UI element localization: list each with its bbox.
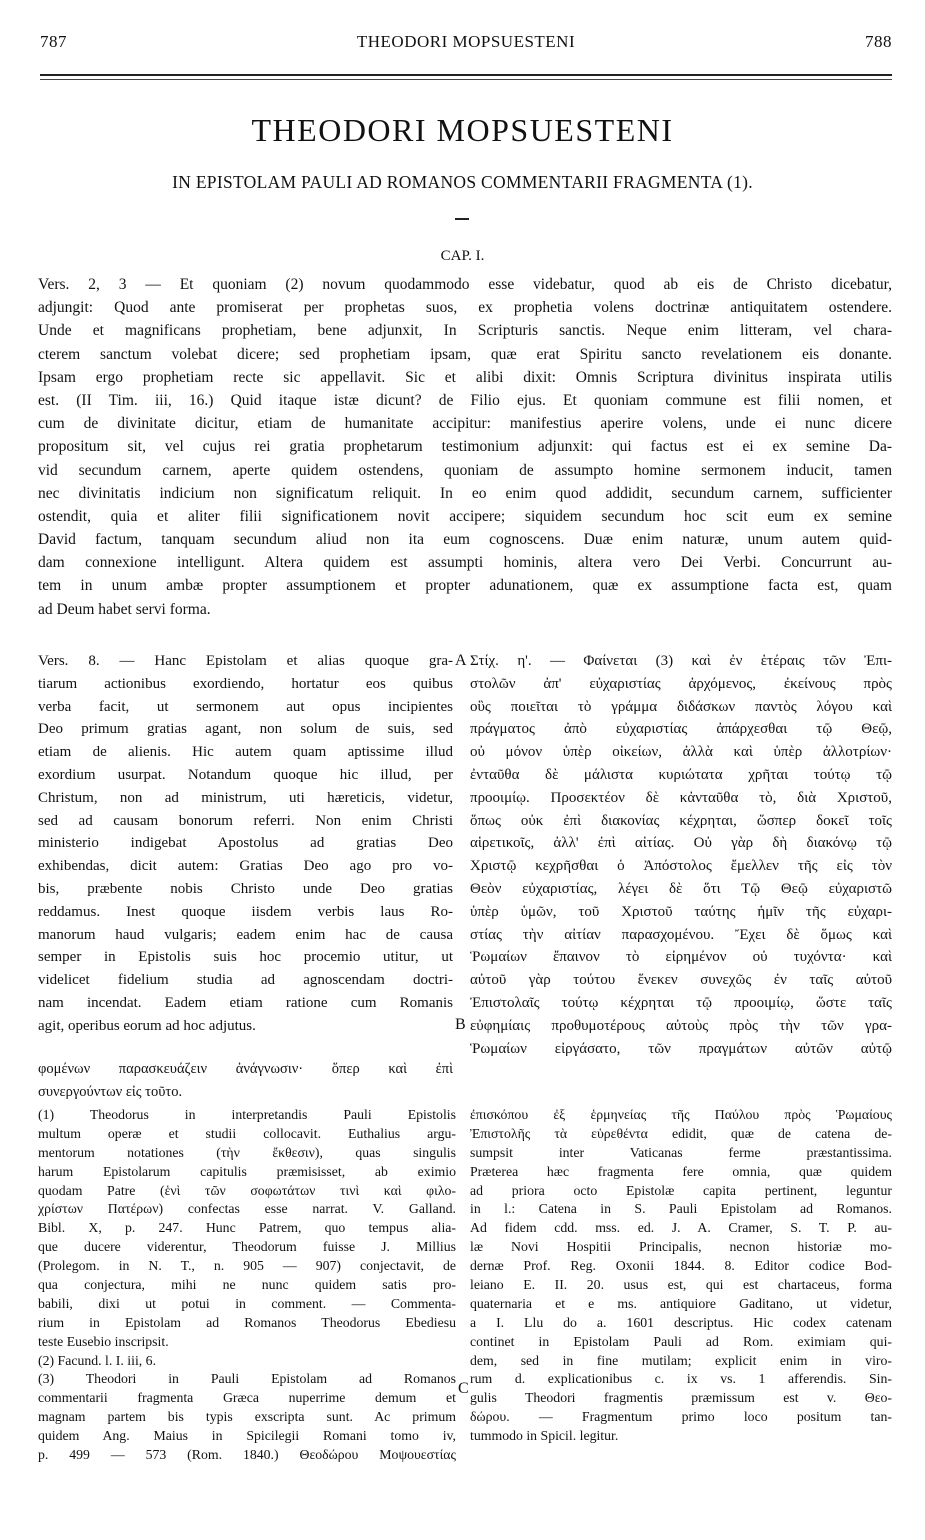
- text-line: ministerio indigebat Apostolus ad gratias Deo: [38, 835, 453, 852]
- text-line: Vers. 8. — Hanc Epistolam et alias quoque gra-: [38, 653, 453, 669]
- footnote-line: magnam partem bis typis exscripta sunt. Ac primum: [38, 1409, 456, 1425]
- text-line: ostendit, quia et aliter filii significationem novit accipere; siquidem secundum hoc scit eum ex semine: [38, 507, 892, 525]
- text-line: Christum, non ad ministrum, uti hæreticis, videtur,: [38, 789, 453, 806]
- text-line: videlicet fidelium studia ad agnoscendam doctri-: [38, 972, 453, 989]
- footnote-line: (2) Facund. l. I. iii, 6.: [38, 1352, 157, 1368]
- footnote-line: χρίστων Πατέρων) confectas esse narrat. V. Galland.: [38, 1201, 456, 1217]
- footnote-line: quaternaria et e ms. antiquiore Gaditano, ut videtur,: [470, 1295, 892, 1311]
- footnote-line: dem, sed in fine mutilam; explicit enim in viro-: [470, 1352, 892, 1368]
- footnote-line: Ἐπιστολῆς τὰ εὑρεθέντα edidit, quæ de catena de-: [470, 1125, 892, 1141]
- text-line: nec divinitatis indicium non significatum reliquit. In eo enim quod addidit, secundum carnem, sufficienter: [38, 484, 892, 502]
- footnote-line: mentorum notationes (τὴν ἔκθεσιν), quas singulis: [38, 1144, 456, 1160]
- footnote-line: qua conjectura, mihi ne nunc quidem satis pro-: [38, 1277, 456, 1293]
- text-line: reddamus. Inest quoque iisdem verbis laus Ro-: [38, 903, 453, 920]
- footnote-line: tummodo in Spicil. legitur.: [470, 1428, 619, 1444]
- text-line: οὓς ποιεῖται τὸ γράμμα διδάσκων παντὸς λόγου καὶ: [470, 698, 892, 715]
- text-line: bis, præbente nobis Christo unde Deo gratias: [38, 880, 453, 897]
- footnote-line: læ Novi Hospitii Principalis, necnon historiæ mo-: [470, 1239, 892, 1255]
- footnote-line: quodam Patre (ἑνὶ τῶν σοφωτάτων τινὶ καὶ φιλο-: [38, 1182, 456, 1198]
- text-line: στίας τὴν αἰτίαν παρασχομένου. Ἔχει δὲ ὅμως καὶ: [470, 926, 892, 943]
- text-line: ὑπὲρ ὑμῶν, τοῦ Χριστοῦ ταύτης ἡμῖν τῆς εὐχαρι-: [470, 903, 892, 920]
- text-line: propositum sit, vel cujus rei gratia prophetarum testimonium adjunxit: qui factus est ei ex semine Da-: [38, 438, 892, 456]
- text-line: Ipsam ergo prophetiam recte sic appellavit. Sic et alibi dixit: Omnis Scriptura divinitus inspirata utilis: [38, 368, 892, 386]
- footnote-line: Bibl. X, p. 247. Hunc Patrem, quo tempus alia-: [38, 1220, 456, 1236]
- right-page-number: 788: [865, 32, 892, 51]
- text-line: Deo primum gratias agant, non solum de suis, sed: [38, 721, 453, 738]
- text-line: agit, operibus eorum ad hoc adjutus.: [38, 1017, 256, 1034]
- text-line: οὐ μόνον ὑπὲρ οἰκείων, ἀλλὰ καὶ ὑπὲρ ἀλλοτρίων·: [470, 744, 892, 761]
- header-rule-thin: [40, 79, 892, 80]
- footnote-line: commentarii fragmenta Græca nuperrime demum et: [38, 1390, 456, 1406]
- margin-letter-b: B: [455, 1016, 466, 1033]
- text-line: etiam de alienis. Hic autem quam aptissime illud: [38, 744, 453, 761]
- text-line: Ῥωμαίων ἔπαινον τὸ εἰρημένον οὐ τυχόντα· καὶ: [470, 949, 892, 966]
- footnote-line: ad priora octo Epistolæ capita pertinent, leguntur: [470, 1182, 892, 1198]
- footnote-line: leiano E. II. 20. usus est, qui est chartaceus, forma: [470, 1277, 892, 1293]
- text-line: tiarum actionibus exordiendo, hortatur eos quibus: [38, 675, 453, 692]
- text-line: exhibendas, dicit autem: Gratias Deo ago pro vo-: [38, 858, 453, 875]
- footnotes-left: [38, 1106, 456, 1465]
- margin-letter-c: C: [458, 1380, 469, 1397]
- footnote-line: quidem Ang. Maius in Spicilegii Romani tomo iv,: [38, 1428, 456, 1444]
- text-line: εὐφημίαις προθυμοτέρους αὐτοὺς πρὸς τὴν τῶν γρα-: [470, 1017, 892, 1034]
- footnote-line: continet in Epistolam Pauli ad Rom. eximiam qui-: [470, 1333, 892, 1349]
- chapter-heading: CAP. I.: [440, 248, 485, 264]
- text-line: πράγματος ἀπὸ εὐχαριστίας ἀπάρχεσθαι τῷ Θεῷ,: [470, 721, 892, 738]
- footnote-line: Ad fidem cdd. mss. ed. J. A. Cramer, S. T. P. au-: [470, 1220, 892, 1236]
- text-line: Χριστῷ κεχρῆσθαι ὁ Ἀπόστολος ἔμελλεν τῆς εἰς τὸν: [470, 858, 892, 875]
- text-line: Στίχ. η'. — Φαίνεται (3) καὶ ἐν ἑτέραις τῶν Ἐπι-: [470, 653, 892, 669]
- text-line: nam incendat. Eadem etiam ratione cum Romanis: [38, 994, 453, 1011]
- greek-continuation: [38, 1058, 453, 1104]
- text-line: verba facit, ut sermonem aut opus incipientes: [38, 698, 453, 715]
- footnote-line: ἐπισκόπου ἐξ ἑρμηνείας τῆς Παύλου πρὸς Ῥωμαίους: [470, 1107, 892, 1122]
- text-line: Vers. 2, 3 — Et quoniam (2) novum quodammodo esse videbatur, quod ab eis de Christo dicebatur,: [38, 276, 892, 293]
- footnote-line: sumpsit inter Vaticanas ferme præstantissima.: [470, 1144, 892, 1160]
- text-line: tem in unum ambæ propter assumptionem et propter adunationem, quæ ex assumptione facta est, quam: [38, 577, 892, 595]
- text-line: adjungit: Quod ante promiserat per prophetas suos, ex prophetia volens doctrinæ antiquitatem ostendere.: [38, 299, 892, 317]
- footnote-line: in l.: Catena in S. Pauli Epistolam ad Romanos.: [470, 1201, 892, 1217]
- footnote-line: (1) Theodorus in interpretandis Pauli Epistolis: [38, 1107, 456, 1122]
- text-line: φομένων παρασκευάζειν ἀνάγνωσιν· ὅπερ καὶ ἐπὶ: [38, 1061, 453, 1077]
- text-line: Ῥωμαίων εἰργάσατο, τῶν πραγμάτων αὐτῶν αὐτῷ: [470, 1040, 892, 1057]
- header-rule: [40, 74, 892, 76]
- footnote-line: rum d. explicationibus c. ix vs. 1 afferendis. Sin-: [470, 1371, 892, 1387]
- text-line: vid secundum carnem, aperte quidem ostendens, quoniam de assumpto homine sermonem inducit, tamen: [38, 461, 892, 479]
- text-line: exordium usurpat. Notandum quoque hic illud, per: [38, 766, 453, 783]
- text-line: Θεὸν εὐχαριστίας, λέγει δὲ ὅτι Τῷ Θεῷ εὐχαριστῶ: [470, 880, 892, 897]
- footnote-line: a I. Llu do a. 1601 descriptus. Hic codex catenam: [470, 1314, 892, 1330]
- footnote-line: que ducere viderentur, Theodorum fuisse J. Millius: [38, 1239, 456, 1255]
- text-line: ὅπως οὐκ ἐπὶ διακονίας κέχρηται, ὥσπερ δοκεῖ τοῖς: [470, 812, 892, 829]
- left-page-number: 787: [40, 32, 67, 51]
- footnote-line: harum Epistolarum capitulis præmisisset, ab eximio: [38, 1163, 456, 1179]
- text-line: sed ad causam bonorum referri. Non enim Christi: [38, 812, 453, 829]
- text-line: συνεργούντων εἰς τοῦτο.: [38, 1083, 183, 1100]
- footnote-line: δώρου. — Fragmentum primo loco positum tan-: [470, 1409, 892, 1425]
- footnote-line: (3) Theodori in Pauli Epistolam ad Romanos: [38, 1371, 456, 1387]
- text-line: cum de divinitate dicitur, etiam de humanitate accipitur: manifestius aperire volens, unde ei nunc dicere: [38, 415, 892, 433]
- latin-column: [38, 650, 453, 1038]
- footnote-line: p. 499 — 573 (Rom. 1840.) Θεοδώρου Μοψουεστίας: [38, 1447, 456, 1463]
- greek-column: [470, 650, 892, 1060]
- running-title: THEODORI MOPSUESTENI: [356, 32, 576, 51]
- text-line: αὐτοῦ γὰρ τούτου ἕνεκεν συνεχῶς ἐν ταῖς αὐτοῦ: [470, 972, 892, 989]
- text-line: David factum, tanquam secundum aliud non ita eum cognoscens. Duæ enim naturæ, unum autem quid-: [38, 531, 892, 549]
- text-line: dam connexione intelligunt. Altera quidem est assumpti hominis, altera vero Dei Verbi. Concurrunt au-: [38, 554, 892, 572]
- footnote-line: teste Eusebio inscripsit.: [38, 1333, 169, 1349]
- title-divider: [455, 218, 469, 220]
- footnotes-right: [470, 1106, 892, 1446]
- running-header: [40, 32, 892, 56]
- footnote-line: (Prolegom. in N. T., n. 905 — 907) conjectavit, de: [38, 1258, 456, 1274]
- text-line: Unde et magnificans prophetiam, bene adjunxit, In Scripturis sanctis. Neque enim litteram, vel chara-: [38, 322, 892, 340]
- footnote-line: babili, dixi ut potui in comment. — Commenta-: [38, 1295, 456, 1311]
- text-line: αἱρετικοῖς, ἀλλ' ἐπὶ αἰτίας. Οὐ γὰρ δὴ διακόνῳ τῷ: [470, 835, 892, 852]
- text-line: Ἐπιστολαῖς τούτῳ κέχρηται τῷ προοιμίῳ, ὥστε ταῖς: [470, 994, 892, 1011]
- footnote-line: dernæ Prof. Reg. Oxonii 1844. 8. Editor codice Bod-: [470, 1258, 892, 1274]
- page-title: THEODORI MOPSUESTENI: [251, 112, 674, 148]
- footnote-line: rium in Epistolam ad Romanos Theodorus Ebediesu: [38, 1314, 456, 1330]
- margin-letter-a: A: [455, 652, 467, 669]
- text-line: cterem sanctum volebat dicere; sed prophetiam ipsam, quæ erat Spiritu sancto revelationem eis donante.: [38, 345, 892, 363]
- text-line: ad Deum habet servi forma.: [38, 600, 211, 618]
- intro-paragraph: [38, 273, 892, 621]
- footnote-line: multum operæ et studii collocavit. Euthalius argu-: [38, 1125, 456, 1141]
- text-line: semper in Epistolis suis hoc procemio utitur, ut: [38, 949, 453, 966]
- footnote-line: Præterea hæc fragmenta fere omnia, quæ quidem: [470, 1163, 892, 1179]
- text-line: manorum haud vulgaris; eadem enim hac de causa: [38, 926, 453, 943]
- page-subtitle: IN EPISTOLAM PAULI AD ROMANOS COMMENTARII FRAGMENTA (1).: [172, 172, 753, 192]
- footnote-line: gulis Theodori fragmentis præmissum est v. Θεο-: [470, 1390, 892, 1406]
- text-line: est. (II Tim. iii, 16.) Quid itaque istæ dicunt? de Filio ejus. Et quoniam commune est filii nomen, et: [38, 391, 892, 409]
- text-line: ἐνταῦθα δὲ μάλιστα κυριώτατα χρῆται τούτῳ τῷ: [470, 766, 892, 783]
- text-line: προοιμίῳ. Προσεκτέον δὲ κἀνταῦθα τὸ, διὰ Χριστοῦ,: [470, 789, 892, 806]
- text-line: στολῶν ἀπ' εὐχαριστίας ἀρχόμενος, ἐκείνους πρὸς: [470, 675, 892, 692]
